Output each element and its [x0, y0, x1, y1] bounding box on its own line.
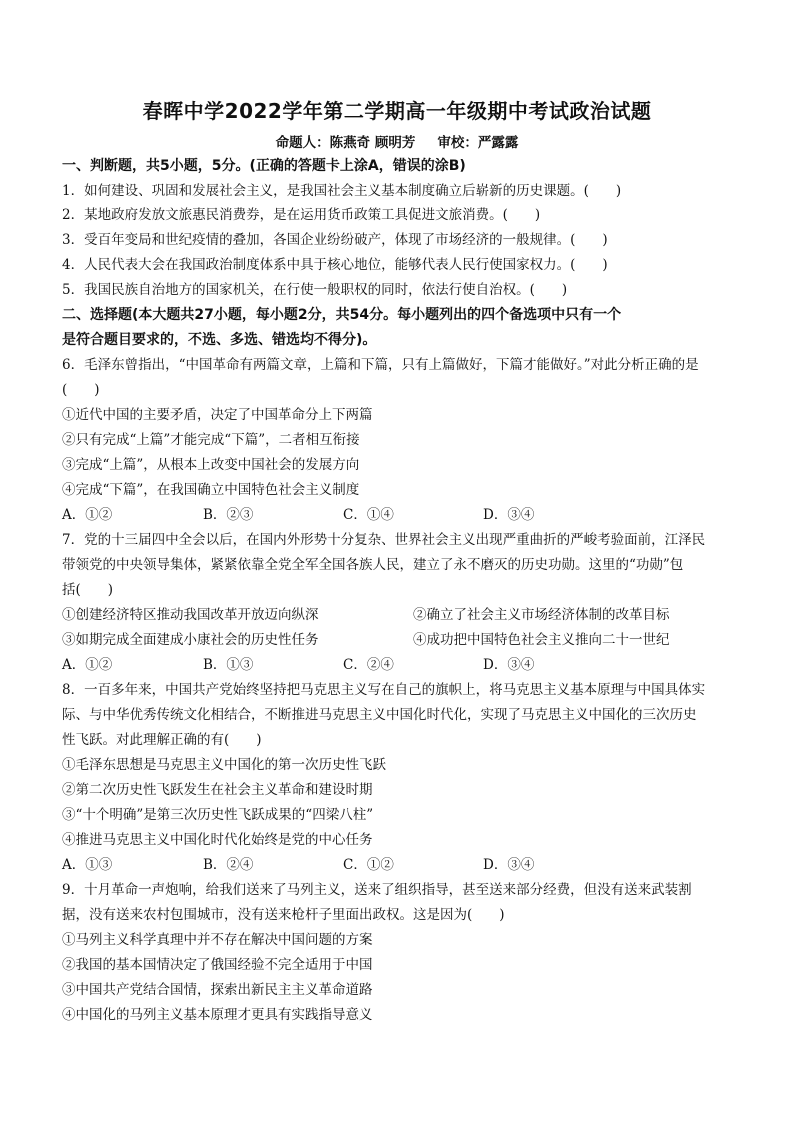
section2-heading-line1: 二、选择题(本大题共27小题，每小题2分，共54分。每小题列出的四个备选项中只有一个	[62, 307, 622, 323]
q5-text: 5．我国民族自治地方的国家机关，在行使一般职权的同时，依法行使自治权。( )	[62, 282, 568, 298]
q7-stem: 7．党的十三届四中全会以后，在国内外形势十分复杂、世界社会主义出现严重曲折的严峻考验面前，江泽民	[62, 532, 706, 548]
q9-stem-cont: 据，没有送来农村包围城市，没有送来枪杆子里面出政权。这是因为( )	[62, 907, 505, 923]
q8-stem: 8．一百多年来，中国共产党始终坚持把马克思主义写在自己的旗帜上，将马克思主义基本原理与中国具体实	[62, 682, 706, 698]
q1-text: 1．如何建设、巩固和发展社会主义，是我国社会主义基本制度确立后崭新的历史课题。( )	[62, 183, 622, 199]
q7-stem-end: 括( )	[62, 582, 114, 598]
q6-option-d: D．③④	[483, 507, 535, 523]
q7-stem-cont: 带领党的中央领导集体，紧紧依靠全党全军全国各族人民，建立了永不磨灭的历史功勋。这里的“功勋”包	[62, 557, 684, 573]
q8-option-c: C．①②	[343, 857, 394, 873]
q7-option-a: A．①②	[62, 657, 113, 673]
q3-text: 3．受百年变局和世纪疫情的叠加，各国企业纷纷破产，体现了市场经济的一般规律。( )	[62, 232, 608, 248]
q8-statement-1: ①毛泽东思想是马克思主义中国化的第一次历史性飞跃	[62, 757, 386, 773]
q8-option-a: A．①③	[62, 857, 113, 873]
q9-statement-2: ②我国的基本国情决定了俄国经验不完全适用于中国	[62, 957, 373, 973]
authors-label: 命题人：陈燕奇 顾明芳	[275, 135, 416, 151]
q6-stem: 6．毛泽东曾指出，“中国革命有两篇文章，上篇和下篇，只有上篇做好，下篇才能做好。”对此分析正确的是	[62, 357, 699, 373]
q7-statement-4: ④成功把中国特色社会主义推向二十一世纪	[413, 632, 670, 648]
q7-statement-2: ②确立了社会主义市场经济体制的改革目标	[413, 607, 670, 623]
q6-statement-4: ④完成“下篇”，在我国确立中国特色社会主义制度	[62, 482, 360, 498]
q8-stem-end: 性飞跃。对此理解正确的有( )	[62, 732, 262, 748]
q6-option-a: A．①②	[62, 507, 113, 523]
q7-option-b: B．①③	[203, 657, 254, 673]
section1-heading: 一、判断题，共5小题，5分。(正确的答题卡上涂A，错误的涂B)	[62, 158, 466, 174]
q6-statement-3: ③完成“上篇”，从根本上改变中国社会的发展方向	[62, 457, 360, 473]
q6-statement-1: ①近代中国的主要矛盾，决定了中国革命分上下两篇	[62, 407, 373, 423]
q6-statement-2: ②只有完成“上篇”才能完成“下篇”，二者相互衔接	[62, 432, 360, 448]
q6-stem-cont: ( )	[62, 382, 100, 398]
q4-text: 4．人民代表大会在我国政治制度体系中具于核心地位，能够代表人民行使国家权力。( )	[62, 257, 608, 273]
author-line	[0, 131, 794, 151]
section2-heading-line2: 是符合题目要求的，不选、多选、错选均不得分)。	[62, 332, 377, 348]
page-title: 春晖中学2022学年第二学期高一年级期中考试政治试题	[142, 99, 652, 123]
reviewer-label: 审校：严露露	[437, 135, 519, 151]
q9-statement-3: ③中国共产党结合国情，探索出新民主主义革命道路	[62, 982, 373, 998]
q6-option-b: B．②③	[203, 507, 254, 523]
q2-text: 2．某地政府发放文旅惠民消费券，是在运用货币政策工具促进文旅消费。( )	[62, 207, 541, 223]
q7-statement-3: ③如期完成全面建成小康社会的历史性任务	[62, 632, 319, 648]
q8-statement-2: ②第二次历史性飞跃发生在社会主义革命和建设时期	[62, 782, 373, 798]
q8-statement-3: ③“十个明确”是第三次历史性飞跃成果的“四梁八柱”	[62, 807, 374, 823]
q7-option-c: C．②④	[343, 657, 394, 673]
q8-statement-4: ④推进马克思主义中国化时代化始终是党的中心任务	[62, 832, 373, 848]
q8-option-d: D．③④	[483, 857, 535, 873]
q9-stem: 9．十月革命一声炮响，给我们送来了马列主义，送来了组织指导，甚至送来部分经费，但没有送来武装割	[62, 882, 692, 898]
q9-statement-4: ④中国化的马列主义基本原理才更具有实践指导意义	[62, 1007, 373, 1023]
q7-option-d: D．③④	[483, 657, 535, 673]
q8-stem-cont: 际、与中华优秀传统文化相结合，不断推进马克思主义中国化时代化，实现了马克思主义中国化的三次历史	[62, 707, 697, 723]
q9-statement-1: ①马列主义科学真理中并不存在解决中国问题的方案	[62, 932, 373, 948]
q8-option-b: B．②④	[203, 857, 254, 873]
q7-statement-1: ①创建经济特区推动我国改革开放迈向纵深	[62, 607, 319, 623]
q6-option-c: C．①④	[343, 507, 394, 523]
